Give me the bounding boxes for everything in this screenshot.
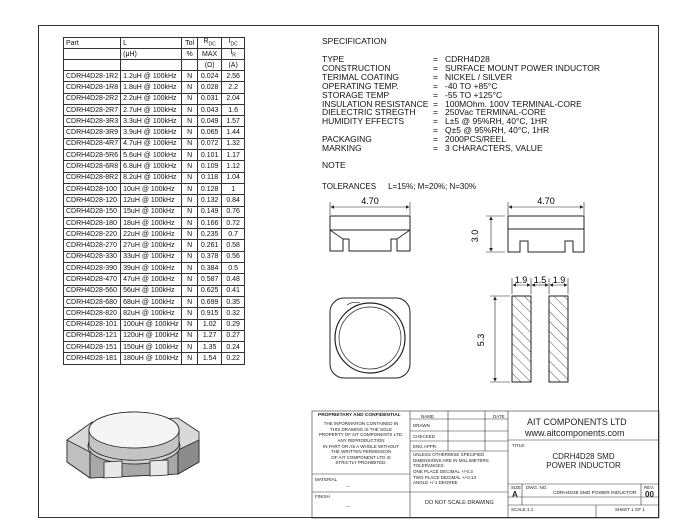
spec-equals: = — [433, 143, 438, 154]
cell-rdc: 0.031 — [198, 93, 222, 104]
cell-part: CDRH4D28-1R2 — [64, 71, 121, 82]
spec-equals: = — [433, 80, 438, 91]
spec-value: Q±5 @ 95%RH, 40°C, 1HR — [445, 125, 550, 136]
cell-inductance: 180uH @ 100kHz — [121, 353, 182, 364]
drawing-title — [508, 452, 659, 470]
cell-inductance: 27uH @ 100kHz — [121, 240, 182, 251]
cell-idc: 0.24 — [222, 342, 245, 353]
cell-rdc: 0.043 — [198, 104, 222, 115]
tolerance-note-line: TWO PLACE DECIMAL +/-0.13 — [413, 474, 476, 480]
spec-label: DIELECTRIC STREGTH — [322, 107, 416, 118]
do-not-scale-note: DO NOT SCALE DRAWING — [425, 500, 494, 506]
cell-tolerance: N — [182, 240, 198, 251]
spec-value: -55 TO +125°C — [445, 89, 503, 100]
col-header-tol: Tol — [182, 38, 198, 49]
spec-value: 100MOhm. 100V TERMINAL-CORE — [445, 98, 582, 109]
rev-value: 00 — [645, 490, 654, 499]
tolerance-note-line: ANGLE +/-1 DEGREE — [413, 480, 458, 486]
proprietary-text-line: THE WRITTEN PERMISSION — [330, 449, 392, 455]
cell-rdc: 1.02 — [198, 319, 222, 330]
spec-equals: = — [433, 107, 438, 118]
cell-tolerance: N — [182, 353, 198, 364]
cell-idc: 0.35 — [222, 296, 245, 307]
cell-part: CDRH4D28-180 — [64, 217, 121, 228]
cell-idc: 0.84 — [222, 195, 245, 206]
spec-label: HUMIDITY EFFECTS — [322, 116, 405, 127]
col-header-idc-unit: (A) — [222, 60, 245, 71]
cell-inductance: 18uH @ 100kHz — [121, 217, 182, 228]
spec-value: 3 CHARACTERS, VALUE — [445, 143, 543, 154]
name-label: NAME — [421, 414, 435, 419]
cell-idc: 0.5 — [222, 263, 245, 274]
proprietary-text-line: IN PART OR AS A WHOLE WITHOUT — [322, 443, 399, 449]
cell-part: CDRH4D28-4R7 — [64, 138, 121, 149]
cell-part: CDRH4D28-181 — [64, 353, 121, 364]
footprint-pads-drawing — [490, 278, 568, 382]
cell-inductance: 12uH @ 100kHz — [121, 195, 182, 206]
drawing-title-line2: POWER INDUCTOR — [546, 461, 621, 470]
col-header-tol-unit: % — [182, 49, 198, 60]
cell-idc: 2.56 — [222, 71, 245, 82]
col-header-rdc-max: MAX — [198, 49, 222, 60]
eng-appr-label: ENG APPR. — [413, 444, 438, 449]
dwg-no-label: DWG. NO. — [526, 485, 548, 490]
scale-label: SCALE:1:1 — [511, 507, 534, 512]
drawn-label: DRAWN — [413, 423, 430, 428]
cell-rdc: 0.235 — [198, 229, 222, 240]
cell-tolerance: N — [182, 251, 198, 262]
cell-tolerance: N — [182, 195, 198, 206]
tolerance-notes — [413, 452, 489, 486]
cell-rdc: 0.049 — [198, 116, 222, 127]
dim-pad-width-right: 1.9 — [552, 275, 566, 285]
sheet-label: SHEET 1 OF 1 — [615, 507, 645, 512]
cell-tolerance: N — [182, 104, 198, 115]
cell-idc: 0.27 — [222, 330, 245, 341]
dim-pad-gap: 1.5 — [533, 275, 547, 285]
cell-inductance: 68uH @ 100kHz — [121, 296, 182, 307]
spec-label: CONSTRUCTION — [322, 62, 391, 73]
cell-rdc: 0.109 — [198, 161, 222, 172]
spec-label: PACKAGING — [322, 134, 372, 145]
cell-rdc: 0.024 — [198, 71, 222, 82]
proprietary-text-line: ANY REPRODUCTION — [337, 437, 385, 443]
cell-tolerance: N — [182, 138, 198, 149]
proprietary-text-line: STRICTLY PROHIBITED. — [335, 460, 387, 466]
cell-inductance: 5.6uH @ 100kHz — [121, 150, 182, 161]
cell-idc: 1.12 — [222, 161, 245, 172]
cell-tolerance: N — [182, 150, 198, 161]
checked-label: CHECKED — [413, 434, 436, 439]
cell-rdc: 1.27 — [198, 330, 222, 341]
col-header-part: Part — [64, 38, 121, 49]
cell-part: CDRH4D28-8R2 — [64, 172, 121, 183]
size-value: A — [512, 490, 518, 499]
cell-inductance: 33uH @ 100kHz — [121, 251, 182, 262]
ir-symbol: I — [230, 49, 233, 57]
spec-value: NICKEL / SILVER — [445, 71, 513, 82]
cell-inductance: 10uH @ 100kHz — [121, 183, 182, 194]
proprietary-text-line: PROPERTY OF AIT COMPONENTS LTD. — [318, 432, 404, 438]
cell-inductance: 4.7uH @ 100kHz — [121, 138, 182, 149]
spec-value: CDRH4D28 — [445, 54, 490, 64]
cell-rdc: 1.54 — [198, 353, 222, 364]
cell-inductance: 3.3uH @ 100kHz — [121, 116, 182, 127]
cell-part: CDRH4D28-3R3 — [64, 116, 121, 127]
dim-pad-width-left: 1.9 — [514, 275, 528, 285]
col-header-l: L — [121, 38, 182, 49]
cell-idc: 0.58 — [222, 240, 245, 251]
cell-part: CDRH4D28-680 — [64, 296, 121, 307]
size-label: SIZE — [511, 485, 522, 490]
cell-rdc: 0.128 — [198, 183, 222, 194]
proprietary-text-line: THE INFORMATION CONTAINED IN — [323, 421, 399, 426]
cell-inductance: 22uH @ 100kHz — [121, 229, 182, 240]
cell-inductance: 82uH @ 100kHz — [121, 308, 182, 319]
cell-part: CDRH4D28-6R8 — [64, 161, 121, 172]
spec-value: 2000PCS/REEL — [445, 134, 506, 145]
top-view-drawing — [330, 298, 410, 378]
cell-tolerance: N — [182, 127, 198, 138]
spec-equals: = — [433, 89, 438, 100]
cell-rdc: 0.384 — [198, 263, 222, 274]
spec-equals: = — [433, 125, 438, 136]
cell-rdc: 0.378 — [198, 251, 222, 262]
cell-idc: 1.57 — [222, 116, 245, 127]
cell-rdc: 1.35 — [198, 342, 222, 353]
proprietary-text — [314, 421, 408, 466]
cell-part: CDRH4D28-100 — [64, 183, 121, 194]
cell-part: CDRH4D28-3R9 — [64, 127, 121, 138]
spec-label: OPERATING TEMP. — [322, 80, 399, 91]
material-value: --- — [346, 484, 351, 489]
tolerance-note-line: ONE PLACE DECIMAL +/-0.3 — [413, 468, 473, 474]
cell-rdc: 0.028 — [198, 82, 222, 93]
cell-inductance: 2.7uH @ 100kHz — [121, 104, 182, 115]
idc-subscript: DC — [230, 41, 238, 48]
cell-rdc: 0.625 — [198, 285, 222, 296]
cell-idc: 1.17 — [222, 150, 245, 161]
tolerances-label: TOLERANCES — [322, 182, 377, 191]
cell-tolerance: N — [182, 93, 198, 104]
cell-rdc: 0.132 — [198, 195, 222, 206]
cell-tolerance: N — [182, 263, 198, 274]
front-view-drawing — [486, 202, 584, 252]
cell-inductance: 1.8uH @ 100kHz — [121, 82, 182, 93]
cell-part: CDRH4D28-151 — [64, 342, 121, 353]
cell-inductance: 120uH @ 100kHz — [121, 330, 182, 341]
cell-inductance: 15uH @ 100kHz — [121, 206, 182, 217]
cell-tolerance: N — [182, 330, 198, 341]
cell-inductance: 6.8uH @ 100kHz — [121, 161, 182, 172]
cell-tolerance: N — [182, 183, 198, 194]
cell-idc: 0.72 — [222, 217, 245, 228]
cell-idc: 1.32 — [222, 138, 245, 149]
cell-part: CDRH4D28-820 — [64, 308, 121, 319]
cell-inductance: 8.2uH @ 100kHz — [121, 172, 182, 183]
cell-tolerance: N — [182, 71, 198, 82]
cell-rdc: 0.118 — [198, 172, 222, 183]
cell-idc: 0.7 — [222, 229, 245, 240]
cell-tolerance: N — [182, 161, 198, 172]
cell-idc: 0.22 — [222, 353, 245, 364]
cell-inductance: 39uH @ 100kHz — [121, 263, 182, 274]
cell-tolerance: N — [182, 217, 198, 228]
cell-idc: 0.56 — [222, 251, 245, 262]
cell-tolerance: N — [182, 342, 198, 353]
cell-tolerance: N — [182, 319, 198, 330]
spec-equals: = — [433, 134, 438, 145]
proprietary-text-line: THIS DRAWING IS THE SOLE — [329, 426, 392, 432]
dim-pad-height: 5.3 — [476, 333, 486, 347]
spec-label: TYPE — [322, 54, 345, 64]
note-label: NOTE — [322, 160, 346, 170]
cell-part: CDRH4D28-220 — [64, 229, 121, 240]
company-name: AIT COMPONENTS LTD — [527, 417, 627, 427]
cell-idc: 1 — [222, 183, 245, 194]
cell-inductance: 100uH @ 100kHz — [121, 319, 182, 330]
cell-inductance: 1.2uH @ 100kHz — [121, 71, 182, 82]
cell-part: CDRH4D28-120 — [64, 195, 121, 206]
company-website: www.aitcomponents.com — [525, 428, 625, 438]
cell-idc: 1.6 — [222, 104, 245, 115]
cell-part: CDRH4D28-470 — [64, 274, 121, 285]
material-label: MATERIAL — [315, 477, 338, 482]
spec-equals: = — [433, 54, 438, 64]
cell-part: CDRH4D28-2R2 — [64, 93, 121, 104]
cell-idc: 1.44 — [222, 127, 245, 138]
tolerance-note-line: TOLERANCES: — [413, 463, 445, 469]
cell-tolerance: N — [182, 116, 198, 127]
cell-part: CDRH4D28-1R8 — [64, 82, 121, 93]
cell-idc: 0.29 — [222, 319, 245, 330]
cell-rdc: 0.065 — [198, 127, 222, 138]
tolerance-note-line: UNLESS OTHERWISE SPECIFIED — [413, 452, 485, 457]
tolerances-value: L=15%; M=20%; N=30% — [388, 182, 476, 191]
cell-part: CDRH4D28-330 — [64, 251, 121, 262]
cell-tolerance: N — [182, 308, 198, 319]
cell-rdc: 0.072 — [198, 138, 222, 149]
dim-width-top: 4.70 — [361, 196, 379, 206]
cell-rdc: 0.101 — [198, 150, 222, 161]
cell-rdc: 0.587 — [198, 274, 222, 285]
cell-tolerance: N — [182, 206, 198, 217]
rdc-subscript: DC — [208, 41, 216, 48]
cell-part: CDRH4D28-121 — [64, 330, 121, 341]
spec-value: -40 TO +85°C — [445, 80, 498, 91]
cell-part: CDRH4D28-5R6 — [64, 150, 121, 161]
spec-label: MARKING — [322, 143, 362, 154]
spec-value: 250Vac TERMINAL-CORE — [445, 107, 546, 118]
proprietary-text-line: OF AIT COMPONENT LTD IS — [331, 454, 391, 460]
cell-inductance: 56uH @ 100kHz — [121, 285, 182, 296]
cell-tolerance: N — [182, 172, 198, 183]
cell-part: CDRH4D28-150 — [64, 206, 121, 217]
cell-idc: 0.76 — [222, 206, 245, 217]
finish-label: FINISH — [315, 494, 330, 499]
spec-title: SPECIFICATION — [322, 36, 387, 46]
spec-label: INSULATION RESISTANCE — [322, 98, 429, 109]
spec-equals: = — [433, 71, 438, 82]
spec-label: TERIMAL COATING — [322, 71, 399, 82]
ir-subscript: R — [232, 52, 236, 59]
cell-part: CDRH4D28-560 — [64, 285, 121, 296]
rev-label: REV. — [644, 485, 655, 490]
cell-idc: 0.41 — [222, 285, 245, 296]
cell-inductance: 47uH @ 100kHz — [121, 274, 182, 285]
side-view-drawing — [330, 202, 410, 251]
cell-rdc: 0.699 — [198, 296, 222, 307]
cell-inductance: 3.9uH @ 100kHz — [121, 127, 182, 138]
finish-value: --- — [346, 504, 351, 509]
cell-idc: 0.48 — [222, 274, 245, 285]
cell-part: CDRH4D28-390 — [64, 263, 121, 274]
cell-tolerance: N — [182, 82, 198, 93]
col-header-rdc-unit: (Ω) — [198, 60, 222, 71]
dwg-no-value: CDRH4D28 SMD POWER INDUCTOR — [553, 491, 637, 496]
cell-rdc: 0.261 — [198, 240, 222, 251]
cell-tolerance: N — [182, 274, 198, 285]
spec-value: L±5 @ 95%RH, 40°C, 1HR — [445, 116, 548, 127]
cell-idc: 2.2 — [222, 82, 245, 93]
date-label: DATE — [493, 414, 505, 419]
spec-equals: = — [433, 98, 438, 109]
cell-rdc: 0.915 — [198, 308, 222, 319]
cell-tolerance: N — [182, 285, 198, 296]
spec-equals: = — [433, 116, 438, 127]
col-header-l-unit: (μH) — [121, 49, 182, 60]
cell-inductance: 2.2uH @ 100kHz — [121, 93, 182, 104]
cell-part: CDRH4D28-2R7 — [64, 104, 121, 115]
spec-label: STORAGE TEMP — [322, 89, 390, 100]
tolerance-note-line: DIMENSIONS ARE IN MILLIMETERS — [413, 457, 489, 463]
cell-inductance: 150uH @ 100kHz — [121, 342, 182, 353]
cell-idc: 2.04 — [222, 93, 245, 104]
rdc-symbol: R — [203, 38, 209, 46]
cell-idc: 1.04 — [222, 172, 245, 183]
isometric-view-drawing — [67, 412, 199, 478]
cell-rdc: 0.149 — [198, 206, 222, 217]
dim-height-side: 3.0 — [470, 229, 480, 243]
spec-equals: = — [433, 62, 438, 73]
cell-idc: 0.32 — [222, 308, 245, 319]
cell-tolerance: N — [182, 296, 198, 307]
cell-rdc: 0.166 — [198, 217, 222, 228]
spec-value: SURFACE MOUNT POWER INDUCTOR — [445, 62, 601, 73]
dim-width-pad: 4.70 — [537, 196, 555, 206]
cell-part: CDRH4D28-101 — [64, 319, 121, 330]
drawing-title-line1: CDRH4D28 SMD — [552, 452, 615, 461]
idc-symbol: I — [228, 38, 231, 46]
title-label: TITLE: — [512, 443, 526, 448]
proprietary-title: PROPRIETARY AND CONFIDENTIAL — [318, 413, 401, 418]
cell-part: CDRH4D28-270 — [64, 240, 121, 251]
cell-tolerance: N — [182, 229, 198, 240]
